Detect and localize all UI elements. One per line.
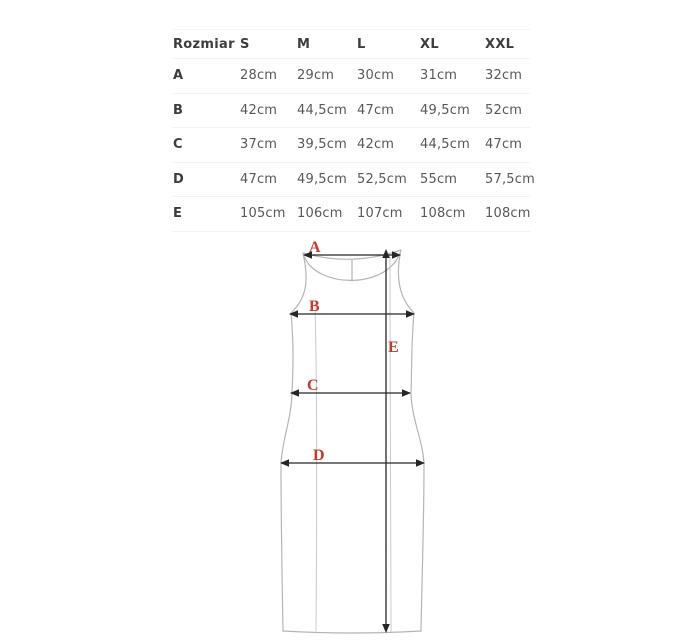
size-value: 105cm — [240, 206, 286, 222]
size-value: 107cm — [357, 206, 403, 222]
measure-label-e: E — [388, 339, 399, 356]
size-value: 108cm — [485, 206, 531, 222]
size-value: 55cm — [420, 171, 458, 187]
row-label: B — [173, 102, 184, 118]
measure-label-d: D — [313, 447, 325, 464]
size-value: 47cm — [485, 137, 523, 153]
measure-label-b: B — [309, 298, 320, 315]
column-header-s: S — [240, 36, 250, 52]
column-header-xxl: XXL — [485, 36, 515, 52]
size-value: 30cm — [357, 68, 395, 84]
size-value: 44,5cm — [297, 102, 347, 118]
size-value: 32cm — [485, 68, 523, 84]
column-header-l: L — [357, 36, 366, 52]
table-header-rozmiar: Rozmiar — [173, 36, 235, 52]
column-header-m: M — [297, 36, 311, 52]
row-label: C — [173, 137, 183, 153]
size-value: 47cm — [240, 171, 278, 187]
dress-right-princess-seam — [390, 257, 391, 631]
size-value: 37cm — [240, 137, 278, 153]
dress-right-side-seam — [411, 313, 424, 631]
column-header-xl: XL — [420, 36, 439, 52]
size-value: 31cm — [420, 68, 458, 84]
dress-left-princess-seam — [315, 304, 317, 631]
dress-left-side-seam — [281, 313, 293, 631]
size-value: 52,5cm — [357, 171, 407, 187]
dress-inner-seams — [315, 257, 391, 631]
size-value: 52cm — [485, 102, 523, 118]
size-value: 42cm — [240, 102, 278, 118]
row-label: D — [173, 171, 185, 187]
measurement-lines — [281, 251, 424, 631]
size-value: 44,5cm — [420, 137, 470, 153]
dress-right-armhole — [398, 250, 414, 313]
size-value: 57,5cm — [485, 171, 535, 187]
dress-hem — [283, 631, 421, 633]
arrowhead-e-bottom — [382, 624, 390, 633]
row-label: A — [173, 68, 184, 84]
measure-label-a: A — [309, 239, 321, 256]
size-value: 39,5cm — [297, 137, 347, 153]
dress-outline — [281, 250, 424, 633]
size-value: 49,5cm — [420, 102, 470, 118]
size-value: 106cm — [297, 206, 343, 222]
arrowhead-c-right — [402, 389, 411, 397]
size-value: 28cm — [240, 68, 278, 84]
size-value: 47cm — [357, 102, 395, 118]
row-label: E — [173, 206, 183, 222]
size-value: 29cm — [297, 68, 335, 84]
size-value: 42cm — [357, 137, 395, 153]
dress-left-armhole — [291, 253, 306, 313]
size-value: 49,5cm — [297, 171, 347, 187]
measure-label-c: C — [307, 377, 319, 394]
size-value: 108cm — [420, 206, 466, 222]
measurement-arrowheads — [280, 249, 425, 633]
